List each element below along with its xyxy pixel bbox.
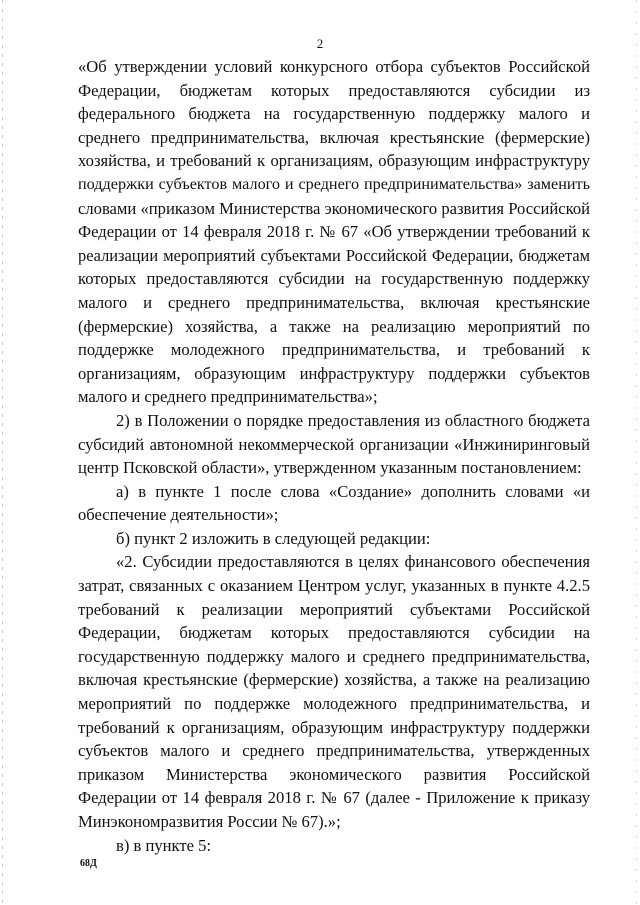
text-line: субъектов малого и среднего предпринимательства, утвержденных xyxy=(78,741,590,761)
text-line: федерального бюджета на государственную поддержку малого и xyxy=(78,104,590,124)
text-line: обеспечение деятельности»; xyxy=(78,505,279,525)
text-line: государственную поддержку малого и среднего предпринимательства, xyxy=(78,646,590,666)
text-line: малого и среднего предпринимательства»; xyxy=(78,387,378,407)
text-line: мероприятий по поддержке молодежного предпринимательства, и xyxy=(78,694,590,714)
text-line: центр Псковской области», утвержденном указанным постановлением: xyxy=(78,458,582,478)
text-line: Федерации от 14 февраля 2018 г. № 67 (далее - Приложение к приказу xyxy=(78,788,590,808)
text-line: требований к реализации мероприятий субъектами Российской xyxy=(78,599,590,619)
text-line: затрат, связанных с оказанием Центром услуг, указанных в пункте 4.2.5 xyxy=(78,576,590,596)
text-line: реализации мероприятий субъектами Российской Федерации, бюджетам xyxy=(78,245,590,265)
text-line: приказом Министерства экономического развития Российской xyxy=(78,764,590,784)
text-line: которых предоставляются субсидии на государственную поддержку xyxy=(78,269,590,289)
text-line: Федерации от 14 февраля 2018 г. № 67 «Об утверждении требований к xyxy=(78,222,590,242)
scan-edge-left xyxy=(2,0,3,905)
text-line: организациям, образующим инфраструктуру поддержки субъектов xyxy=(78,363,590,383)
text-line: Федерации, бюджетам которых предоставляются субсидии на xyxy=(78,623,590,643)
text-line: «2. Субсидии предоставляются в целях финансового обеспечения xyxy=(116,552,590,572)
text-line: б) пункт 2 изложить в следующей редакции: xyxy=(116,528,431,548)
text-line: поддержки субъектов малого и среднего предпринимательства» заменить xyxy=(78,174,590,193)
text-line: хозяйства, и требований к организациям, образующим инфраструктуру xyxy=(78,151,590,171)
text-line: словами «приказом Министерства экономического развития Российской xyxy=(78,198,590,218)
text-line: в) в пункте 5: xyxy=(116,835,212,855)
text-line: «Об утверждении условий конкурсного отбора субъектов Российской xyxy=(78,57,590,76)
scan-edge-right xyxy=(636,0,637,905)
text-line: а) в пункте 1 после слова «Создание» дополнить словами «и xyxy=(116,481,590,501)
footer-code: 68Д xyxy=(80,858,97,869)
text-line: включая крестьянские (фермерские) хозяйства, а также на реализацию xyxy=(78,670,590,690)
text-line: поддержке молодежного предпринимательства, и требований к xyxy=(78,340,590,360)
text-line: Федерации, бюджетам которых предоставляются субсидии из xyxy=(78,80,590,100)
text-line: малого и среднего предпринимательства, включая крестьянские xyxy=(78,292,590,312)
text-line: требований к организациям, образующим инфраструктуру поддержки xyxy=(78,717,590,737)
text-line: (фермерские) хозяйства, а также на реализацию мероприятий по xyxy=(78,316,590,336)
text-line: 2) в Положении о порядке предоставления из областного бюджета xyxy=(116,410,590,430)
text-line: среднего предпринимательства, включая крестьянские (фермерские) xyxy=(78,127,590,147)
text-line: Минэкономразвития России № 67).»; xyxy=(78,812,341,831)
page-number: 2 xyxy=(316,36,324,51)
text-line: субсидий автономной некоммерческой организации «Инжиниринговый xyxy=(78,434,590,454)
document-body xyxy=(78,55,590,857)
